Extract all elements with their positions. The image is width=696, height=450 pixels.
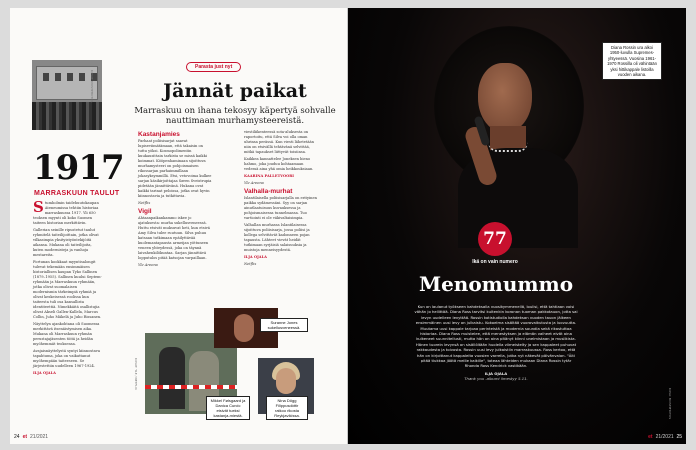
building-shape xyxy=(36,66,98,103)
review-text: viestiliikenteessä sota-aluksesta on raportoitu, että Silva voi olla oman uhrinsa perässä. Kun viesti lähetetään niin on etsivällä tehtävänä selvittää, mitkä tapaukset liittyvät toisiinsa. xyxy=(244,130,314,154)
feature-text: Kun on laulanut työkseen kahdeksalla vuosikymmenellä, loulisi, että tahtiaan voisi vähän jo hellittää. Diana Ross tarvitsi kuitenkin koronan tuoman pakkotauon, jotta sai levyn uudelleen levyttää. Rossin kotistudiolla kahdeksan vuoden tauon jälkeen ensimmäinen uusi levy on julkaistu. Kokoelma sisältää vuorovaikutusta ja luovuutta. Muutama uusi kappale tarjoaa perinteistä ja modernia soundia sekä rikastuttaa historiaa. Diana Ross muistelee, että menestyksen ja elämän vaiheet eivät aina kulkeneet suunnitellusti, mutta hän on aina pitänyt kiinni unelmistaan ja musiikista. Hänen tuorein levynsä on sisällöltään huolella viimeistelty ja sen kappaleet puhuvat rakkaudesta ja toivosta. Rossin uusi levy julkaistiin marraskuussa. Ross kertoo, että hän on kirjoittanut kappaleita vuosien varrella, jotka nyt näkevät päivänvalon. "Äiti pitää tiukkaa jöötä meille kaikille", toteaa lähteiden mukaan Diana Rossin tytär Rhonda Ross Kendrick vastikään. xyxy=(414,304,578,369)
feature-title: Menomummo xyxy=(418,272,574,296)
page-number: 25 xyxy=(676,434,682,440)
left-page xyxy=(10,8,348,444)
review-source: Yle Areena xyxy=(244,181,264,185)
photo-credit: KUVA: MOSTPHOTOS xyxy=(668,388,672,420)
history-column xyxy=(33,198,102,378)
crowd-shape xyxy=(32,102,102,130)
photo-caption: Nina Dögg Filippusdóttir ratkoo rikosta Reykjavíkissa. xyxy=(266,396,308,420)
page-folio xyxy=(14,434,48,440)
history-paragraph: Näyttelyn ajankohtana oli Suomessa merkittävä itsenäistymisen aika. Mukana oli Marraskuun ryhmän perustajajäsenten töitä ja heidän myöhemmät teoksensa. xyxy=(33,322,100,346)
page-folio xyxy=(645,434,682,440)
history-paragraph: Gallerian seinille ripustetut taulut ryhmitelä taiteilijoittain, jotka olivat vilkasimpia yksityistyöntekijöitä aikansa. Mukana oli taiteilijoita, kuten modernisteja ja vanhoja mestareita. xyxy=(33,228,99,257)
review-heading: Kastanjamies xyxy=(138,131,180,138)
right-page xyxy=(348,8,686,444)
history-paragraph: Stumholmin taidehuutokaupan Ateneumissa tehtiin historiaa marraskuussa 1917. Yli 650 teoksen myynti oli koko Suomen taiteen historian merkittävin. xyxy=(33,198,99,225)
age-subtitle: Ikä on vain numero xyxy=(472,259,518,265)
history-paragraph: Avajaisnäyttelystä syntyi kiinnostava tapahtuma, joka on vaikuttanut myöhempään taiteeseen. Se järjestettiin uudelleen 1967-1924. xyxy=(33,349,100,368)
brand-mark: et xyxy=(22,434,28,440)
dropcap: S xyxy=(33,198,44,216)
page-title: Jännät paikat xyxy=(163,80,307,102)
review-author: ILJA OJALA xyxy=(244,255,267,259)
review-column-2 xyxy=(244,130,318,269)
review-text: Valhallan murhassa Islantilaisessa sijoittuva poliisisarja, jossa poliisi ja kollega selvittävät kadonneen pojan tapausta. Lähteet vievät heidät tutkimaan syrjäisiä salaisuuksia ja muistoja menneisyydestä. xyxy=(244,223,310,252)
review-source: Yle Areena xyxy=(138,263,158,267)
section-tag: Parasta just nyt xyxy=(186,62,241,72)
year-heading: 1917 xyxy=(33,148,124,188)
lede: Marraskuu on ihana tekosyy käpertyä sohvalle nauttimaan murhamysteereistä. xyxy=(134,106,336,126)
review-heading: Valhalla-murhat xyxy=(244,188,293,195)
page-number: 24 xyxy=(14,434,20,440)
year-subheading: MARRASKUUN TAULUT xyxy=(34,190,120,197)
review-column-1 xyxy=(138,130,212,270)
history-paragraph: Fortunan kookkaat myyntisalongit tulevat tekemään ensimmäisen historiallisen kaupan Tyko Sallinen (1879–1955). Sallinen kuului Septem-ryhmään ja Marraskuun ryhmään, jotka olivat suomalaisen modernismin tärkeimpiä ryhmiä ja olivat keskeisessä roolissa kun taiteesta tuli osa kansallista identiteettiä. Nimekkäitä osallistujia olivat Akseli Gallen-Kallela, Marcus Collin, Juho Mäkelä ja Juho Rissanen. xyxy=(33,260,102,319)
age-badge: 77 xyxy=(478,222,512,256)
feature-note: Thank you -albumi ilmestyy 5.11. xyxy=(464,376,528,382)
issue-date: 21/2021 xyxy=(655,434,674,440)
issue-date: 21/2021 xyxy=(30,434,49,440)
brand-mark: et xyxy=(648,434,653,440)
review-author: KAARINA PALLETVOORI xyxy=(244,174,294,178)
photo-credit: KUVAT: MOSTPHOTOS xyxy=(90,70,94,103)
review-text: Ahtaanpaikankammo iskee jo ajatuksesta: murha sukellusveneessä. Huttu etsivät muksuvat heti, kun etsivä Amy Silva tulee ruutuun. Silva puhuu katsaan tutkimaan epäilyttävää kuolemantapausta armeijan yöttuneen veneen yhteydessä, joka on täynnä laivahenkilökuntaa. Sarjan jännittävä lopputulos pitää katsojan varpaillaan. xyxy=(138,216,210,260)
review-source: Netflix xyxy=(138,201,151,205)
feature-body xyxy=(414,304,578,382)
review-text: Parhaat poliisisarjat saavat lupiseviimätämaan, että takaisin on tuttu yöksi. Kosmopolimentin kuukausittain tarkista se missä kaikki koimmat. Kööpenhaminaan sijoittuva murhamysteeri on pohjoismaisen rikossarjan parhaimmillaan jokasyksymmillä. Etsi, vetovoima kulkee sarjan käsikirjoittajaa Søren Sveistrupia pidetään jännittävänä. Hukana ovat kaikki tarinat peloissa, jotka ovat hyvin kiinnostavia ja tutkittavia. xyxy=(138,139,212,198)
photo-caption: Diana Rossin ura alkoi 1950-luvulla Supremes-yhtyeessä. Vuosina 1961-1970 Rossilla oli vähintään yksi hittikappale listoilla vuoden aikana. xyxy=(602,42,662,80)
review-text: Islantilaisella poliisisarjalla on erityinen paikka sydämessäni. Syy on sarjan ainutlaatuisuus kuvauksessa ja pohjoismaisessa tunnelmassa. Tuo vartiointi ei ole väkivaltaisimpia. xyxy=(244,196,317,220)
photo-caption: Mikkel Følsgaard ja Danica Curcic etsivät tueksi kastanja-miestä. xyxy=(206,396,250,420)
review-text: Kaikkea kannattelee Joneksen hieno hahmo, joka jouduu kohtaamaan vedessä aina yhä omia heikkouksiaan. xyxy=(244,157,314,171)
review-heading: Vigil xyxy=(138,208,152,215)
photo-caption: Suranne Jones sukellusveneessä. xyxy=(260,318,308,332)
feature-author: ILJA OJALA xyxy=(484,370,508,376)
photo-credit: KUVAT: YLE / NETFLIX xyxy=(134,358,138,390)
history-author: ILJA OJALA xyxy=(33,371,56,375)
review-source: Netflix xyxy=(244,262,257,266)
